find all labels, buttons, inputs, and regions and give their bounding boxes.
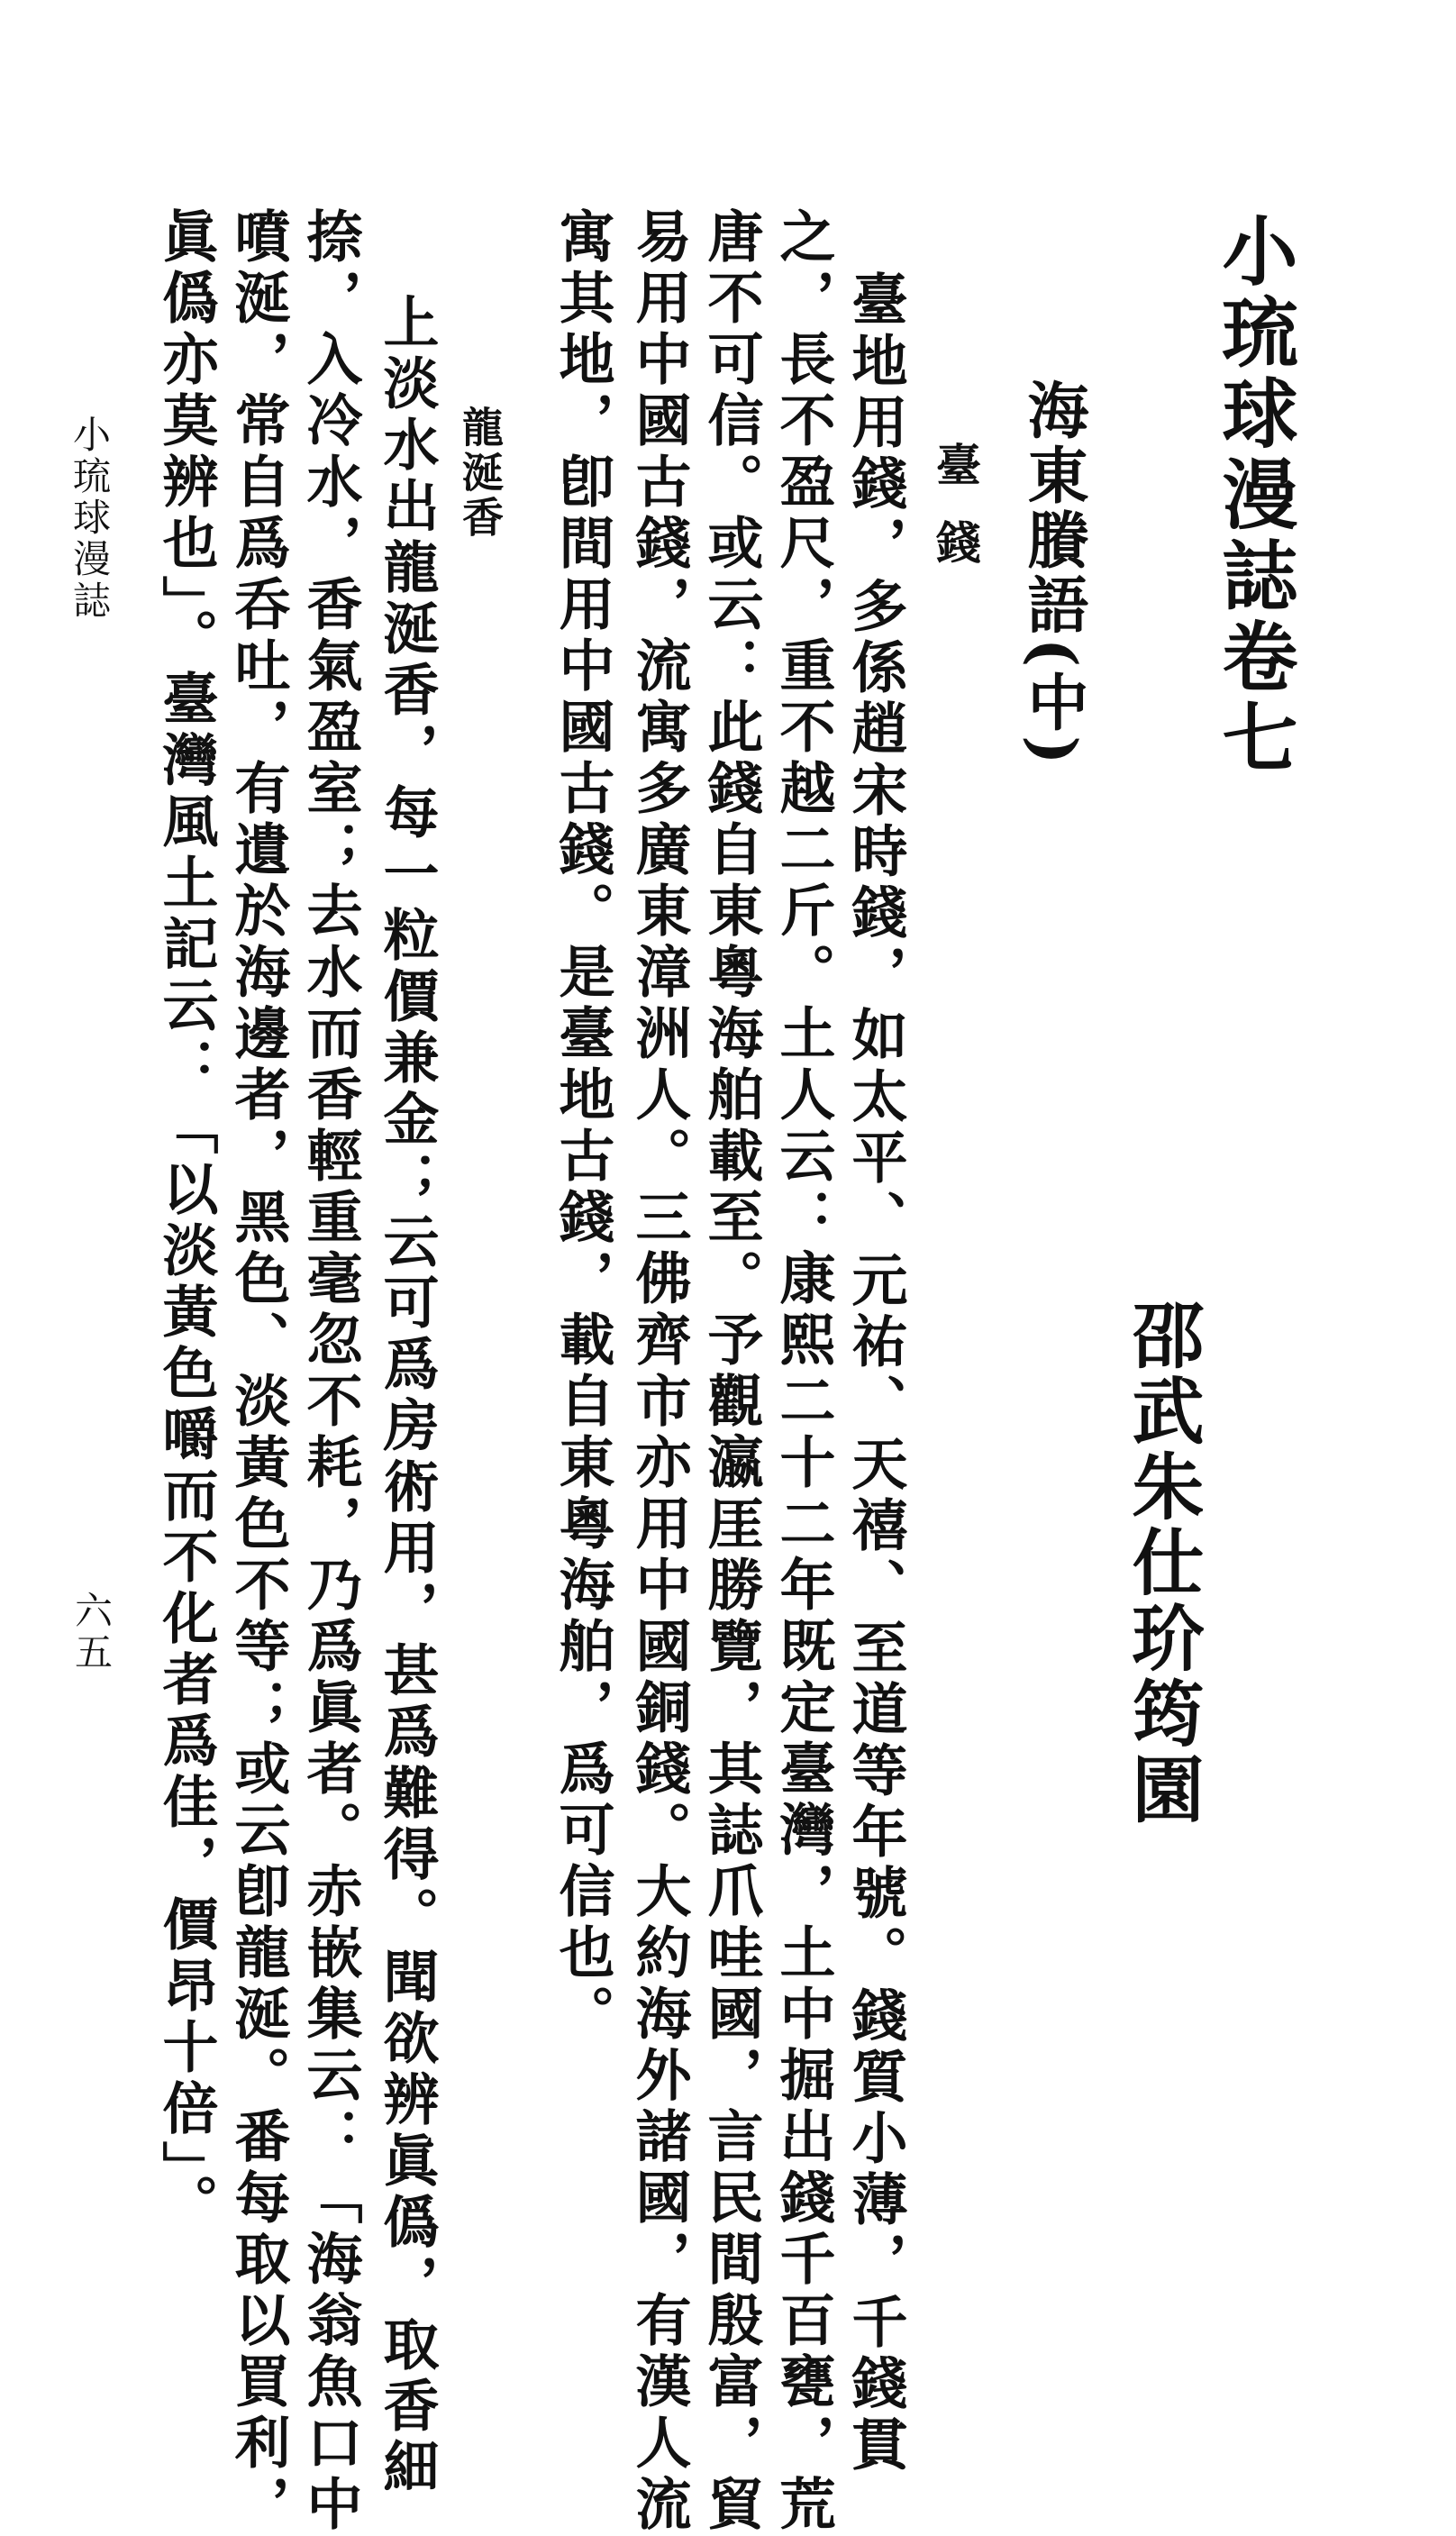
- body-column-incense-2: 捺，入冷水，香氣盈室；去水而香輕重毫忽不耗，乃爲眞者。赤嵌集云：「海翁魚口中: [297, 207, 363, 2536]
- book-title: 小琉球漫誌卷七: [1210, 212, 1299, 780]
- body-column-incense-4: 眞僞亦莫辨也」。臺灣風土記云：「以淡黃色嚼而不化者爲佳，價昂十倍」。: [153, 207, 219, 2235]
- body-column-money-2: 之，長不盈尺，重不越二斤。土人云：康熙二十二年既定臺灣，土中掘出錢千百甕，荒: [770, 207, 836, 2536]
- section-title: 海東賸語(中): [1017, 379, 1089, 769]
- page-number: 六五: [69, 1591, 114, 1674]
- body-column-money-5: 寓其地，卽間用中國古錢。是臺地古錢，載自東粵海舶，爲可信也。: [550, 207, 615, 2046]
- body-column-money-3: 唐不可信。或云：此錢自東粵海舶載至。予觀瀛厓勝覽，其誌爪哇國，言民間殷富，貿: [698, 207, 764, 2536]
- body-column-money-1: 臺地用錢，多係趙宋時錢，如太平、元祐、天禧、至道等年號。錢質小薄，千錢貫: [842, 270, 908, 2477]
- subsection-heading-money: 臺錢: [929, 442, 982, 597]
- body-column-incense-1: 上淡水出龍涎香，每一粒價兼金；云可爲房術用，甚爲難得。聞欲辨眞僞，取香細: [374, 293, 440, 2499]
- subsection-heading-incense: 龍涎香: [456, 406, 505, 541]
- author-line: 邵武朱仕玠筠園: [1120, 1298, 1205, 1828]
- body-column-money-4: 易用中國古錢，流寓多廣東漳洲人。三佛齊市亦用中國銅錢。大約海外諸國，有漢人流: [626, 207, 692, 2536]
- body-column-incense-3: 噴涎，常自爲呑吐，有遺於海邊者，黑色、淡黃色不等；或云卽龍涎。番每取以買利，: [225, 207, 291, 2536]
- running-title: 小琉球漫誌: [68, 415, 112, 622]
